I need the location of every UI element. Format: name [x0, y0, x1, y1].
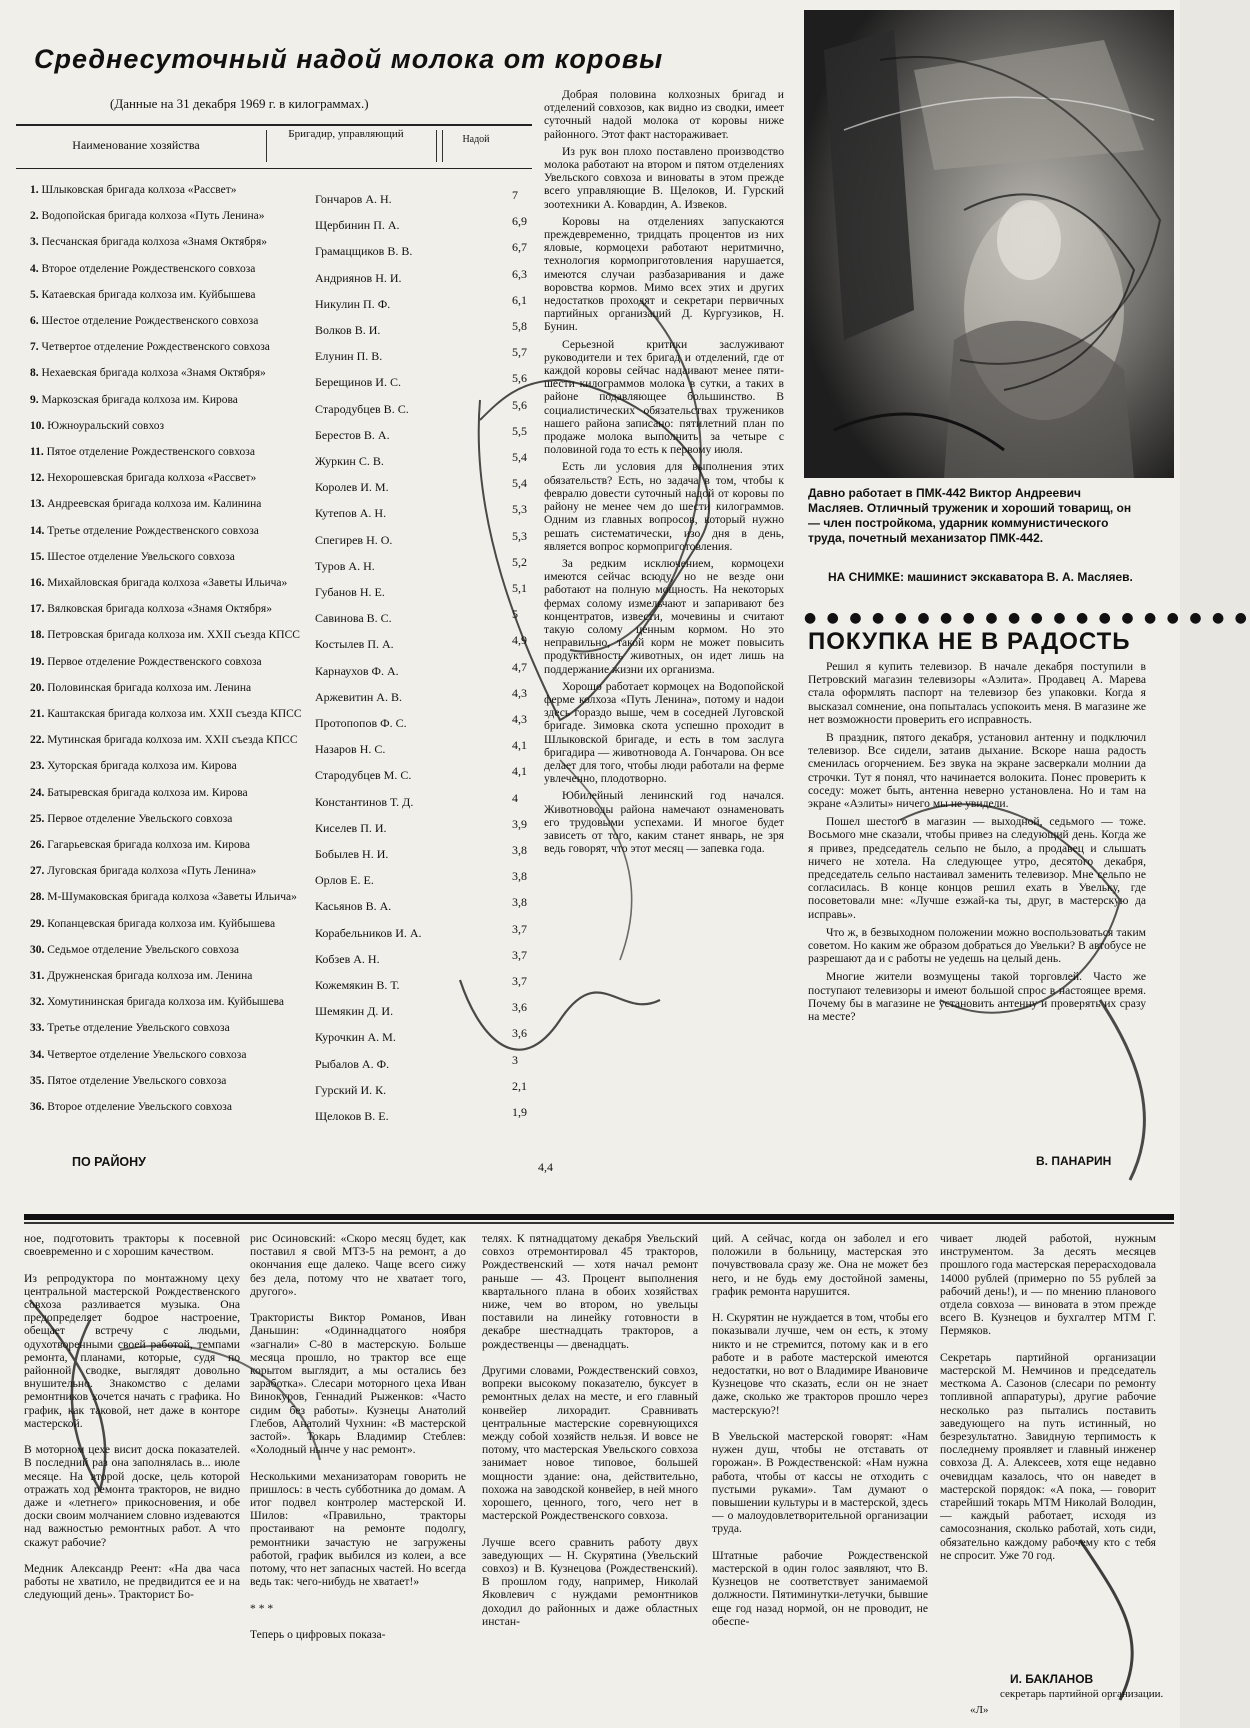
- table-row-farm-name: М-Шумаковская бригада колхоза «Заветы Ильича»: [47, 891, 297, 903]
- article2-body: [808, 660, 1146, 1148]
- commentary-paragraph: Есть ли условия для выполнения этих обязательств? Есть, но задача в том, чтобы к февралю довести суточный надой от коровы по району не менее чем до шести килограммов. Одним из главных вопросов, который нужно решать систематически, изо дня в день, является вопрос кормоприготовления.: [544, 460, 784, 553]
- bottom-column: телях. К пятнадцатому декабря Увельский совхоз отремонтировал 45 тракторов, Рождественский — хотя начал ремонт раньше — 43. Процент выполнения квартального плана в обоих хозяйствах ниже, чем во втором, но увельцы поставили на линейку готовности в декабре шестнадцать тракторов, а рождественцы — двенадцать. Другими словами, Рождественский совхоз, вопреки высокому показателю, буксует в ремонтных делах на месте, и его главный конвейер лихорадит. Сравнивать центральные мастерские соревнующихся между собой хозяйств нельзя. И вовсе не потому, что мастерская Увельского совхоза занимает новое типовое, большей мощности здание: она, действительно, похожа на заводской конвейер, в ней много хорошего, ценного, того, чего нет в мастерской Рождественского совхоза. Лучше всего сравнить работу двух заведующих — Н. Скурятина (Увельский совхоз) и В. Кузнецова (Рождественский). В прошлом году, например, Николай Яковлевич с нуждами ремонтников доходил до районных и даже областных инстан-: [482, 1232, 698, 1628]
- table-row-farm-name: Катаевская бригада колхоза им. Куйбышева: [41, 289, 256, 301]
- excavator-photo: [804, 10, 1174, 478]
- table-row-farm: [30, 367, 320, 380]
- photo-image: [804, 10, 1174, 478]
- table-row-yield: 5,8: [512, 319, 527, 333]
- commentary-paragraph: Добрая половина колхозных бригад и отделений совхозов, как видно из сводки, имеет суточный надой молока от коровы ниже районного. Этот факт настораживает.: [544, 88, 784, 141]
- table-row-rank: 9.: [30, 394, 39, 406]
- table-row-farm: [30, 263, 320, 276]
- table-row-farm-name: Половинская бригада колхоза им. Ленина: [47, 682, 252, 694]
- table-row-farm-name: Маркозская бригада колхоза им. Кирова: [41, 394, 238, 406]
- table-row-manager: Бобылев Н. И.: [315, 847, 389, 861]
- table-row-farm: [30, 1075, 320, 1088]
- table-row-yield: 6,7: [512, 240, 527, 254]
- header-yield: Надой: [462, 134, 490, 145]
- table-row-manager: Спегирев Н. О.: [315, 533, 393, 547]
- decorative-dots: ● ● ● ● ● ● ● ● ● ● ● ● ● ● ● ● ● ● ● ●: [804, 610, 1250, 626]
- table-row-farm: [30, 289, 320, 302]
- table-row-manager: Туров А. Н.: [315, 559, 375, 573]
- table-row-manager: Грамацщиков В. В.: [315, 244, 413, 258]
- table-row-farm-name: Вялковская бригада колхоза «Знамя Октября»: [47, 603, 272, 615]
- table-row-rank: 30.: [30, 944, 45, 956]
- bottom-signature-mark: «Л»: [970, 1704, 989, 1716]
- article2-title: ПОКУПКА НЕ В РАДОСТЬ: [808, 628, 1131, 655]
- table-row-manager: Стародубцев М. С.: [315, 768, 412, 782]
- commentary-paragraph: Из рук вон плохо поставлено производство молока работают на втором и пятом отделениях Увельского совхоза и виноваты в этом прежде всего управляющие В. Щелоков, И. Гурский зоотехники А. Ковардин, А. Извеков.: [544, 144, 784, 211]
- table-row-yield: 3,6: [512, 1000, 527, 1014]
- table-row-manager: Никулин П. Ф.: [315, 297, 391, 311]
- table-row-rank: 21.: [30, 708, 45, 720]
- table-row-farm-name: Гагарьевская бригада колхоза им. Кирова: [47, 839, 251, 851]
- table-row-manager: Аржевитин А. В.: [315, 690, 402, 704]
- table-row-manager: Щелоков В. Е.: [315, 1109, 389, 1123]
- article2-signature: В. ПАНАРИН: [1036, 1154, 1112, 1168]
- commentary-paragraph: За редким исключением, кормоцехи имеются сейчас всюду, но не везде они работают на полную мощность. На некоторых фермах солому измельчают и запаривают без концентратов, извести, мочевины и считают такую солому ценным кормом. Но это неправильно, такой корм не может повысить продуктивность животных, он идет лишь на поддержание жизни их организма.: [544, 556, 784, 676]
- article2-paragraph: Решил я купить телевизор. В начале декабря поступили в Петровский магазин телевизоры «Аэлита». Продавец А. Марева стала оформлять паспорт на телевизор без упаковки. Когда я высказал сомнение, она попыталась успокоить меня. В магазине же нет возможности проверить его исправность.: [808, 660, 1146, 726]
- table-row-farm: [30, 446, 320, 459]
- table-row-yield: 6,9: [512, 214, 527, 228]
- table-row-farm: [30, 787, 320, 800]
- article-subtitle: (Данные на 31 декабря 1969 г. в килограммах.): [110, 96, 369, 111]
- article2-paragraph: Пошел шестого в магазин — выходной, седьмого — тоже. Восьмого мне сказали, чтобы привез на следующий день. Когда же я привез, председатель сельпо не было, а продавец и слышать ничего не хотела. На следующее утро, десятого декабря, председатель сельпо настаивал заменить телевизор. Мне сельпо не согласилась. В конце концов решил ехать в Увельку, где посоветовали мне: «Лучше езжай-ка ты, друг, в мастерскую да исправь».: [808, 815, 1146, 921]
- bottom-column: рис Осиновский: «Скоро месяц будет, как поставил я свой МТЗ-5 на ремонт, а до окончания еще далеко. Чаще всего сижу без дела, потому что не хватает того, другого». Трактористы Виктор Романов, Иван Даньшин: «Одиннадцатого ноября «загнали» С-80 в мастерскую. Больше месяца прошло, но трактор все еще корытом выглядит, а мы остались без заработка». Слесари моторного цеха Иван Винокуров, Геннадий Рыженков: «Часто сидим без работы». Кузнецы Анатолий Глебов, Анатолий Чухнин: «В мастерской застой». Токарь Владимир Стеблев: «Холодный нынче у нас ремонт». Несколькими механизаторам говорить не пришлось: в честь субботника до домам. А итог подвел контролер мастерской И. Шилов: «Правильно, тракторы простаивают на ремонте подолгу, ремонтники зачастую не загружены работой, график выбился из колеи, а все потому, что нет запасных частей. Но всегда ведь так: чего-нибудь не хватает!» * * * Теперь о цифровых показа-: [250, 1232, 466, 1642]
- table-row-farm: [30, 944, 320, 957]
- table-row-farm-name: Хуторская бригада колхоза им. Кирова: [47, 760, 237, 772]
- table-row-farm: [30, 394, 320, 407]
- table-row-rank: 31.: [30, 970, 45, 982]
- table-row-farm-name: Южноуральский совхоз: [47, 420, 165, 432]
- table-row-manager: Щербинин П. А.: [315, 218, 400, 232]
- table-row-rank: 20.: [30, 682, 45, 694]
- table-row-manager: Журкин С. В.: [315, 454, 384, 468]
- table-row-farm: [30, 420, 320, 433]
- table-row-yield: 6,3: [512, 267, 527, 281]
- table-row-manager: Елунин П. В.: [315, 349, 383, 363]
- bottom-signature: И. БАКЛАНОВ: [1010, 1672, 1094, 1686]
- table-row-farm-name: Четвертое отделение Рождественского совхоза: [41, 341, 270, 353]
- table-row-rank: 5.: [30, 289, 39, 301]
- table-row-rank: 33.: [30, 1022, 45, 1034]
- table-row-rank: 32.: [30, 996, 45, 1008]
- section-divider: [24, 1214, 1174, 1220]
- table-row-farm: [30, 734, 320, 747]
- table-row-yield: 7: [512, 188, 518, 202]
- table-row-manager: Карнаухов Ф. А.: [315, 664, 399, 678]
- table-row-yield: 3,9: [512, 817, 527, 831]
- table-row-manager: Костылев П. А.: [315, 637, 394, 651]
- table-row-farm: [30, 1049, 320, 1062]
- table-row-manager: Берещинов И. С.: [315, 375, 401, 389]
- table-row-farm-name: Пятое отделение Рождественского совхоза: [46, 446, 255, 458]
- commentary-paragraph: Серьезной критики заслуживают руководители и тех бригад и отделений, где от каждой коровы сейчас надаивают менее пяти-шести килограммов молока в сутки, а таких в районе подавляющее большинство. В социалистических обязательствах тружеников нашего района записано: пятилетний план по продаже молока выполнить за четыре с половиной года то есть к первому июля.: [544, 337, 784, 457]
- table-row-farm-name: Второе отделение Увельского совхоза: [47, 1101, 232, 1113]
- table-row-yield: 5,2: [512, 555, 527, 569]
- table-row-manager: Кожемякин В. Т.: [315, 978, 400, 992]
- commentary-paragraph: Юбилейный ленинский год начался. Животноводы района намечают ознаменовать его трудовыми успехами. И многое будет зависеть от того, каким станет январь, не зря ведь говорят, что этот месяц — запевка года.: [544, 789, 784, 856]
- table-row-rank: 17.: [30, 603, 45, 615]
- table-row-rank: 28.: [30, 891, 45, 903]
- bottom-column: ное, подготовить тракторы к посевной своевременно и с хорошим качеством. Из репродуктора по монтажному цеху центральной мастерской Рождественского совхоза разливается музыка. Она предопределяет бодрое настроение, обещает встречу с людьми, одухотворенными своей работой, темпами ремонта, планами, которые, судя по районной сводке, выглядят довольно внушительно. Знакомство с делами ремонтников хочется начать с графика. Но график, как таковой, нет даже в конторе мастерской. В моторном цехе висит доска показателей. В последний раз она заполнялась в... июле месяце. На второй доске, цель которой отражать ход ремонта тракторов, не видно даже и «летнего» прикосновения, и обе доски своим молчанием словно издеваются над важностью ремонтных работ. А что скажут рабочие? Медник Александр Реент: «На два часа работы не хватило, не предвидится ее и на следующий день». Тракторист Бо-: [24, 1232, 240, 1602]
- table-row-farm: [30, 813, 320, 826]
- article-title: Среднесуточный надой молока от коровы: [34, 44, 664, 74]
- table-row-farm: [30, 629, 320, 642]
- table-row-farm-name: Шестое отделение Рождественского совхоза: [41, 315, 259, 327]
- table-row-rank: 36.: [30, 1101, 45, 1113]
- commentary-paragraph: Хорошо работает кормоцех на Водопойской ферме колхоза «Путь Ленина», потому и надои здесь гораздо выше, чем в соседней Луговской бригаде. Зимовка скота успешно проходит в Шлыковской бригаде, и есть в том заслуга бригадира — животновода А. Гончарова. Он все делает для того, чтобы люди работали на ферме увлеченно, плодотворно.: [544, 679, 784, 786]
- article-commentary: [544, 88, 784, 1168]
- bottom-column: ций. А сейчас, когда он заболел и его положили в больницу, мастерская это почувствовала сразу же. Она не может без него, и не будь ему достойной замены, график ремонта нарушится. Н. Скурятин не нуждается в том, чтобы его показывали лучше, чем он есть, к этому никто и не стремится, потому как и в его работе и в работе мастерской имеются недостатки, но вот о Владимире Ивановиче Кузнецове что сказать, если он не знает даже, сколько же тракторов прошло через мастерскую?! В Увельской мастерской говорят: «Нам нужен душ, чтобы не отставать от горожан». В Рождественской: «Нам нужна работа, чтобы от кассы не отходить с пустыми руками». Там думают о повышении культуры и в мастерской, здесь — о малоудовлетворительной организации труда. Штатные рабочие Рождественской мастерской в один голос заявляют, что В. Кузнецов не соответствует занимаемой должности. Пятиминутки-летучки, бывшие еще год назад нормой, он не проводит, не обеспе-: [712, 1232, 928, 1628]
- table-row-farm-name: Седьмое отделение Увельского совхоза: [47, 944, 240, 956]
- table-row-manager: Шемякин Д. И.: [315, 1004, 394, 1018]
- table-row-farm: [30, 315, 320, 328]
- table-row-farm: [30, 891, 320, 904]
- table-row-rank: 19.: [30, 656, 45, 668]
- table-row-yield: 4,1: [512, 738, 527, 752]
- table-row-farm-name: Шлыковская бригада колхоза «Рассвет»: [41, 184, 237, 196]
- table-row-yield: 4: [512, 791, 518, 805]
- table-row-yield: 4,1: [512, 764, 527, 778]
- table-row-yield: 3,8: [512, 869, 527, 883]
- table-row-rank: 4.: [30, 263, 39, 275]
- table-row-yield: 5,7: [512, 345, 527, 359]
- table-row-farm-name: Третье отделение Рождественского совхоза: [47, 525, 259, 537]
- table-row-rank: 12.: [30, 472, 45, 484]
- table-row-manager: Берестов В. А.: [315, 428, 390, 442]
- table-row-rank: 1.: [30, 184, 39, 196]
- table-row-manager: Рыбалов А. Ф.: [315, 1057, 390, 1071]
- table-row-rank: 23.: [30, 760, 45, 772]
- table-row-yield: 5,4: [512, 476, 527, 490]
- table-row-rank: 25.: [30, 813, 45, 825]
- table-row-farm-name: Луговская бригада колхоза «Путь Ленина»: [47, 865, 257, 877]
- table-row-farm: [30, 472, 320, 485]
- table-row-farm: [30, 760, 320, 773]
- bottom-signature-role: секретарь партийной организации.: [1000, 1688, 1164, 1700]
- table-row-yield: 5,5: [512, 424, 527, 438]
- table-row-manager: Губанов Н. Е.: [315, 585, 385, 599]
- table-row-manager: Савинова В. С.: [315, 611, 392, 625]
- table-row-rank: 18.: [30, 629, 45, 641]
- table-row-farm-name: Хомутининская бригада колхоза им. Куйбышева: [47, 996, 284, 1008]
- table-row-rank: 26.: [30, 839, 45, 851]
- table-row-farm: [30, 918, 320, 931]
- table-row-yield: 6,1: [512, 293, 527, 307]
- table-row-yield: 3,7: [512, 948, 527, 962]
- table-row-farm: [30, 551, 320, 564]
- table-row-rank: 11.: [30, 446, 44, 458]
- table-row-farm-name: Пятое отделение Увельского совхоза: [47, 1075, 227, 1087]
- table-row-manager: Кутепов А. Н.: [315, 506, 387, 520]
- table-row-yield: 2,1: [512, 1079, 527, 1093]
- table-row-manager: Касьянов В. А.: [315, 899, 392, 913]
- table-row-rank: 34.: [30, 1049, 45, 1061]
- photo-caption-subject: НА СНИМКЕ: машинист экскаватора В. А. Масляев.: [828, 570, 1133, 584]
- table-row-farm-name: Каштакская бригада колхоза им. XXII съезда КПСС: [47, 708, 302, 720]
- table-row-farm: [30, 341, 320, 354]
- table-row-rank: 22.: [30, 734, 45, 746]
- table-row-farm-name: Батыревская бригада колхоза им. Кирова: [47, 787, 248, 799]
- table-row-manager: Андриянов Н. И.: [315, 271, 402, 285]
- header-manager: Бригадир, управляющий: [288, 128, 404, 140]
- table-row-manager: Кобзев А. Н.: [315, 952, 380, 966]
- commentary-paragraph: Коровы на отделениях запускаются преждевременно, тридцать процентов из них яловые, кормоцехи работают неритмично, технология кормоприготовления нарушается, имеются случаи разбазаривания и даже воровства кормов. Мимо всех этих и других недостатков проходят и секретари первичных партийных организаций Д. Кургузиков, Н. Бунин.: [544, 214, 784, 334]
- table-row-manager: Гончаров А. Н.: [315, 192, 392, 206]
- table-row-farm: [30, 708, 320, 721]
- table-row-farm-name: Петровская бригада колхоза им. XXII съезда КПСС: [47, 629, 300, 641]
- table-row-farm-name: Мутинская бригада колхоза им. XXII съезда КПСС: [47, 734, 298, 746]
- table-row-yield: 5,3: [512, 502, 527, 516]
- table-row-yield: 5,1: [512, 581, 527, 595]
- table-row-yield: 5,4: [512, 450, 527, 464]
- article2-paragraph: В праздник, пятого декабря, установил антенну и подключил телевизор. Все сидели, затаив дыхание. Вскоре наша радость сменилась огорчением. Без звука на экране засверкали молнии да строчки. Тут я понял, что начинается волокита. Понес проверить к соседу: может быть, антенна неверно установлена. Но и там на экране «Аэлиты» ничего мы не увидели.: [808, 731, 1146, 811]
- table-row-rank: 29.: [30, 918, 45, 930]
- table-row-farm-name: Дружненская бригада колхоза им. Ленина: [47, 970, 253, 982]
- table-row-farm-name: Копанцевская бригада колхоза им. Куйбышева: [47, 918, 276, 930]
- table-row-farm: [30, 970, 320, 983]
- table-row-yield: 3,8: [512, 843, 527, 857]
- table-row-yield: 3: [512, 1053, 518, 1067]
- table-row-farm-name: Водопойская бригада колхоза «Путь Ленина»: [41, 210, 265, 222]
- table-row-farm-name: Нехаевская бригада колхоза «Знамя Октября»: [41, 367, 266, 379]
- table-row-rank: 16.: [30, 577, 45, 589]
- table-row-manager: Киселев П. И.: [315, 821, 387, 835]
- table-row-rank: 27.: [30, 865, 45, 877]
- table-row-manager: Константинов Т. Д.: [315, 795, 414, 809]
- table-row-manager: Гурский И. К.: [315, 1083, 387, 1097]
- table-row-farm-name: Второе отделение Рождественского совхоза: [41, 263, 256, 275]
- table-row-farm-name: Четвертое отделение Увельского совхоза: [47, 1049, 247, 1061]
- table-row-rank: 6.: [30, 315, 39, 327]
- table-row-farm: [30, 1022, 320, 1035]
- table-row-farm: [30, 236, 320, 249]
- table-row-yield: 5,6: [512, 371, 527, 385]
- table-row-farm: [30, 603, 320, 616]
- table-row-rank: 3.: [30, 236, 39, 248]
- table-row-farm-name: Шестое отделение Увельского совхоза: [47, 551, 235, 563]
- table-row-yield: 5,6: [512, 398, 527, 412]
- table-row-farm: [30, 656, 320, 669]
- table-row-yield: 4,3: [512, 712, 527, 726]
- table-row-farm: [30, 865, 320, 878]
- table-row-manager: Протопопов Ф. С.: [315, 716, 407, 730]
- table-row-farm-name: Песчанская бригада колхоза «Знамя Октября»: [41, 236, 267, 248]
- table-row-farm: [30, 996, 320, 1009]
- district-total: [72, 1155, 146, 1169]
- table-row-rank: 2.: [30, 210, 39, 222]
- table-row-manager: Королев И. М.: [315, 480, 389, 494]
- table-row-rank: 24.: [30, 787, 45, 799]
- table-row-farm-name: Первое отделение Увельского совхоза: [47, 813, 233, 825]
- table-row-rank: 10.: [30, 420, 45, 432]
- table-row-farm-name: Первое отделение Рождественского совхоза: [47, 656, 262, 668]
- table-row-manager: Корабельников И. А.: [315, 926, 422, 940]
- table-row-manager: Назаров Н. С.: [315, 742, 386, 756]
- district-total-value: 4,4: [538, 1160, 553, 1174]
- table-row-yield: 3,6: [512, 1026, 527, 1040]
- table-row-rank: 14.: [30, 525, 45, 537]
- table-row-yield: 3,7: [512, 974, 527, 988]
- article2-paragraph: Многие жители возмущены такой торговлей. Часто же поступают телевизоры и имеют большой спрос в настоящее время. Почему бы в магазине не установить антенну и проверять их сразу на месте?: [808, 970, 1146, 1024]
- table-row-farm: [30, 184, 320, 197]
- table-row-yield: 4,7: [512, 660, 527, 674]
- bottom-column: чивает людей работой, нужным инструментом. За десять месяцев прошлого года мастерская перерасходовала 14000 рублей (примерно по 55 рублей за рабочий день!), и — по мнению планового отдела совхоза — виновата в этом прежде всего В. Кузнецов и бухгалтер МТМ Г. Пермяков. Секретарь партийной организации мастерской М. Немчинов и председатель месткома А. Сазонов (слесари по ремонту топливной аппаратуры), другие рабочие несколько раз пытались поставить заведующего на путь истинный, но безрезультатно. Завидную терпимость к последнему проявляет и главный инженер совхоза Д. А. Алексеев, хотя еще недавно очевидцам казалось, что он наведет в мастерской порядок: «А пока, — говорит старейший токарь МТМ Николай Володин, — каждый работает, исходя из самосознания, сколько работай, хоть сиди, обязательно каждому рабочему кто с тебя не спросит. Уже 70 год.: [940, 1232, 1156, 1562]
- table-row-farm: [30, 577, 320, 590]
- table-row-manager: Курочкин А. М.: [315, 1030, 396, 1044]
- article2-paragraph: Что ж, в безвыходном положении можно воспользоваться таким советом. Но каким же образом добраться до Увельки? В автобусе не разрешают да и с работы не уедешь на целый день.: [808, 925, 1146, 966]
- table-row-manager: Орлов Е. Е.: [315, 873, 374, 887]
- table-row-manager: Волков В. И.: [315, 323, 381, 337]
- table-row-yield: 3,7: [512, 922, 527, 936]
- table-header: [16, 124, 532, 169]
- table-row-farm: [30, 839, 320, 852]
- district-total-label: ПО РАЙОНУ: [72, 1155, 146, 1169]
- table-row-farm: [30, 525, 320, 538]
- table-row-rank: 7.: [30, 341, 39, 353]
- table-row-rank: 35.: [30, 1075, 45, 1087]
- table-row-yield: 4,9: [512, 633, 527, 647]
- table-row-farm: [30, 682, 320, 695]
- table-row-farm-name: Андреевская бригада колхоза им. Калинина: [47, 498, 262, 510]
- table-row-farm-name: Михайловская бригада колхоза «Заветы Ильича»: [47, 577, 288, 589]
- table-row-farm: [30, 1101, 320, 1114]
- table-row-farm: [30, 498, 320, 511]
- table-row-rank: 15.: [30, 551, 45, 563]
- table-row-yield: 1,9: [512, 1105, 527, 1119]
- table-row-rank: 8.: [30, 367, 39, 379]
- table-row-rank: 13.: [30, 498, 45, 510]
- table-row-farm: [30, 210, 320, 223]
- photo-caption: Давно работает в ПМК-442 Виктор Андреевич Масляев. Отличный труженик и хороший товарищ, он — член постройкома, ударник коммунистического труда, почетный механизатор ПМК-442.: [808, 486, 1132, 545]
- table-row-yield: 5: [512, 607, 518, 621]
- header-farm: Наименование хозяйства: [72, 138, 200, 152]
- section-divider-thin: [24, 1222, 1174, 1224]
- table-row-farm-name: Нехорошевская бригада колхоза «Рассвет»: [47, 472, 257, 484]
- table-row-yield: 3,8: [512, 895, 527, 909]
- table-row-farm-name: Третье отделение Увельского совхоза: [47, 1022, 230, 1034]
- table-row-yield: 5,3: [512, 529, 527, 543]
- table-row-manager: Стародубцев В. С.: [315, 402, 409, 416]
- table-row-yield: 4,3: [512, 686, 527, 700]
